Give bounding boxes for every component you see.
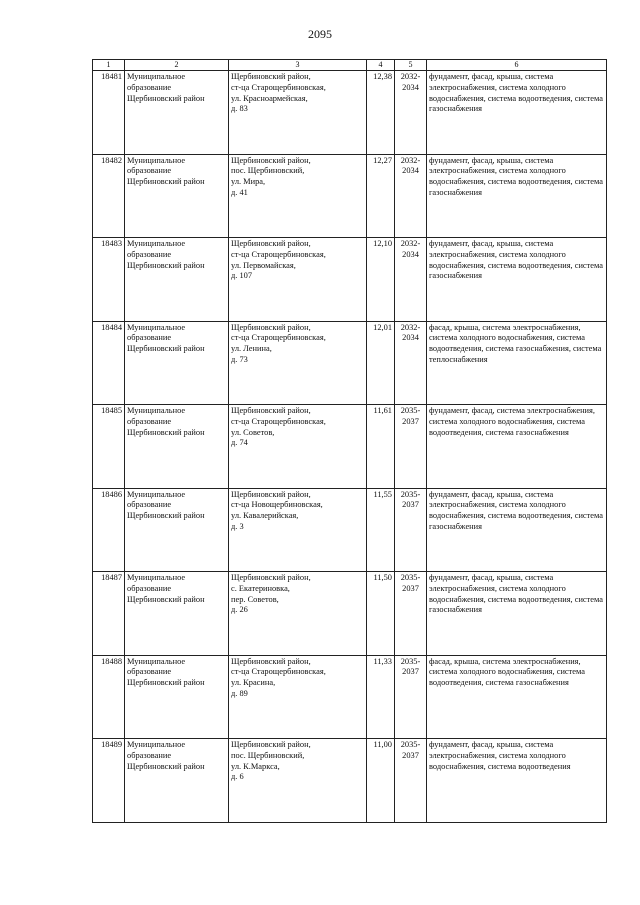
- table-row: [93, 238, 607, 322]
- period-cell: [395, 238, 427, 322]
- address-line: пос. Щербиновский,: [231, 166, 305, 176]
- address-line: ул. Мира,: [231, 177, 266, 187]
- works-cell: фундамент, фасад, крыша, система электроснабжения, система холодного водоснабжения, система водоотведения, система газоснабжения: [427, 154, 607, 238]
- value-cell: 11,00: [367, 739, 395, 823]
- address-line: ст-ца Старощербиновская,: [231, 667, 326, 677]
- period-cell: [395, 572, 427, 656]
- period-part: 2035-: [400, 406, 421, 416]
- table-row: [93, 572, 607, 656]
- period-part: 2032-: [400, 72, 421, 82]
- period-cell: [395, 71, 427, 155]
- record-number: 18487: [93, 572, 125, 656]
- header-row: [93, 60, 607, 71]
- period-part: 2035-: [400, 489, 421, 499]
- period-cell: [395, 488, 427, 572]
- address-cell: [229, 739, 367, 823]
- municipality-cell: Муниципальное образование Щербиновский район: [125, 154, 229, 238]
- period-cell: [395, 154, 427, 238]
- works-cell: фундамент, фасад, крыша, система электроснабжения, система холодного водоснабжения, система водоотведения, система газоснабжения: [427, 572, 607, 656]
- works-cell: фасад, крыша, система электроснабжения, система холодного водоснабжения, система водоотведения, система газоснабжения: [427, 655, 607, 739]
- address-line: Щербиновский район,: [231, 155, 311, 165]
- column-header: 3: [229, 60, 367, 71]
- period-part: 2037: [402, 667, 419, 677]
- column-header: 5: [395, 60, 427, 71]
- column-header: 2: [125, 60, 229, 71]
- address-cell: [229, 572, 367, 656]
- address-cell: [229, 321, 367, 405]
- address-cell: [229, 71, 367, 155]
- record-number: 18482: [93, 154, 125, 238]
- period-part: 2034: [402, 333, 419, 343]
- table-row: [93, 739, 607, 823]
- period-part: 2034: [402, 166, 419, 176]
- period-cell: [395, 405, 427, 489]
- address-line: д. 3: [231, 521, 244, 531]
- value-cell: 11,50: [367, 572, 395, 656]
- address-line: Щербиновский район,: [231, 740, 311, 750]
- column-header: 1: [93, 60, 125, 71]
- address-line: д. 73: [231, 354, 248, 364]
- period-cell: [395, 655, 427, 739]
- period-cell: [395, 321, 427, 405]
- record-number: 18489: [93, 739, 125, 823]
- address-line: Щербиновский район,: [231, 322, 311, 332]
- table-row: [93, 321, 607, 405]
- record-number: 18488: [93, 655, 125, 739]
- address-line: ул. Красина,: [231, 678, 276, 688]
- address-line: д. 74: [231, 438, 248, 448]
- address-line: Щербиновский район,: [231, 573, 311, 583]
- record-number: 18485: [93, 405, 125, 489]
- period-part: 2035-: [400, 573, 421, 583]
- record-number: 18486: [93, 488, 125, 572]
- address-line: ул. Красноармейская,: [231, 93, 308, 103]
- works-cell: фундамент, фасад, крыша, система электроснабжения, система холодного водоснабжения, система водоотведения, система газоснабжения: [427, 238, 607, 322]
- address-line: ул. К.Маркса,: [231, 761, 280, 771]
- address-line: ст-ца Старощербиновская,: [231, 333, 326, 343]
- address-line: ст-ца Старощербиновская,: [231, 82, 326, 92]
- address-line: Щербиновский район,: [231, 656, 311, 666]
- address-line: с. Екатериновка,: [231, 583, 290, 593]
- municipality-cell: Муниципальное образование Щербиновский район: [125, 655, 229, 739]
- value-cell: 12,10: [367, 238, 395, 322]
- address-line: пос. Щербиновский,: [231, 750, 305, 760]
- municipality-cell: Муниципальное образование Щербиновский район: [125, 572, 229, 656]
- address-line: ул. Кавалерийская,: [231, 511, 299, 521]
- period-part: 2037: [402, 750, 419, 760]
- table-body: [93, 71, 607, 823]
- address-line: пер. Советов,: [231, 594, 279, 604]
- address-cell: [229, 655, 367, 739]
- works-cell: фундамент, фасад, крыша, система электроснабжения, система холодного водоснабжения, система водоотведения: [427, 739, 607, 823]
- works-cell: фундамент, фасад, система электроснабжения, система холодного водоснабжения, система водоотведения, система газоснабжения: [427, 405, 607, 489]
- period-part: 2034: [402, 82, 419, 92]
- municipality-cell: Муниципальное образование Щербиновский район: [125, 238, 229, 322]
- table-row: [93, 488, 607, 572]
- address-line: ст-ца Старощербиновская,: [231, 249, 326, 259]
- address-line: д. 26: [231, 605, 248, 615]
- value-cell: 11,55: [367, 488, 395, 572]
- record-number: 18483: [93, 238, 125, 322]
- address-line: Щербиновский район,: [231, 72, 311, 82]
- address-line: Щербиновский район,: [231, 406, 311, 416]
- address-cell: [229, 488, 367, 572]
- value-cell: 11,61: [367, 405, 395, 489]
- value-cell: 12,38: [367, 71, 395, 155]
- address-line: д. 89: [231, 688, 248, 698]
- period-cell: [395, 739, 427, 823]
- value-cell: 12,27: [367, 154, 395, 238]
- column-header: 6: [427, 60, 607, 71]
- address-line: ул. Ленина,: [231, 344, 272, 354]
- period-part: 2037: [402, 500, 419, 510]
- address-line: ул. Первомайская,: [231, 260, 296, 270]
- address-line: д. 6: [231, 772, 244, 782]
- period-part: 2034: [402, 249, 419, 259]
- period-part: 2035-: [400, 740, 421, 750]
- address-line: д. 107: [231, 271, 253, 281]
- address-cell: [229, 154, 367, 238]
- page-number: 2095: [308, 27, 332, 41]
- works-cell: фундамент, фасад, крыша, система электроснабжения, система холодного водоснабжения, система водоотведения, система газоснабжения: [427, 71, 607, 155]
- address-line: д. 83: [231, 104, 248, 114]
- address-line: Щербиновский район,: [231, 489, 311, 499]
- address-line: Щербиновский район,: [231, 239, 311, 249]
- municipality-cell: Муниципальное образование Щербиновский район: [125, 739, 229, 823]
- works-cell: фундамент, фасад, крыша, система электроснабжения, система холодного водоснабжения, система водоотведения, система газоснабжения: [427, 488, 607, 572]
- record-number: 18481: [93, 71, 125, 155]
- address-cell: [229, 238, 367, 322]
- register-table: [92, 59, 607, 823]
- period-part: 2037: [402, 416, 419, 426]
- municipality-cell: Муниципальное образование Щербиновский район: [125, 488, 229, 572]
- municipality-cell: Муниципальное образование Щербиновский район: [125, 405, 229, 489]
- address-line: ст-ца Старощербиновская,: [231, 416, 326, 426]
- period-part: 2037: [402, 583, 419, 593]
- period-part: 2032-: [400, 322, 421, 332]
- address-line: д. 41: [231, 187, 248, 197]
- municipality-cell: Муниципальное образование Щербиновский район: [125, 321, 229, 405]
- address-line: ст-ца Новощербиновская,: [231, 500, 323, 510]
- value-cell: 12,01: [367, 321, 395, 405]
- address-cell: [229, 405, 367, 489]
- table-row: [93, 71, 607, 155]
- table-row: [93, 655, 607, 739]
- period-part: 2032-: [400, 239, 421, 249]
- value-cell: 11,33: [367, 655, 395, 739]
- address-line: ул. Советов,: [231, 427, 275, 437]
- works-cell: фасад, крыша, система электроснабжения, система холодного водоснабжения, система водоотведения, система газоснабжения, система теплоснабжения: [427, 321, 607, 405]
- municipality-cell: Муниципальное образование Щербиновский район: [125, 71, 229, 155]
- table-row: [93, 405, 607, 489]
- record-number: 18484: [93, 321, 125, 405]
- period-part: 2035-: [400, 656, 421, 666]
- period-part: 2032-: [400, 155, 421, 165]
- table-row: [93, 154, 607, 238]
- column-header: 4: [367, 60, 395, 71]
